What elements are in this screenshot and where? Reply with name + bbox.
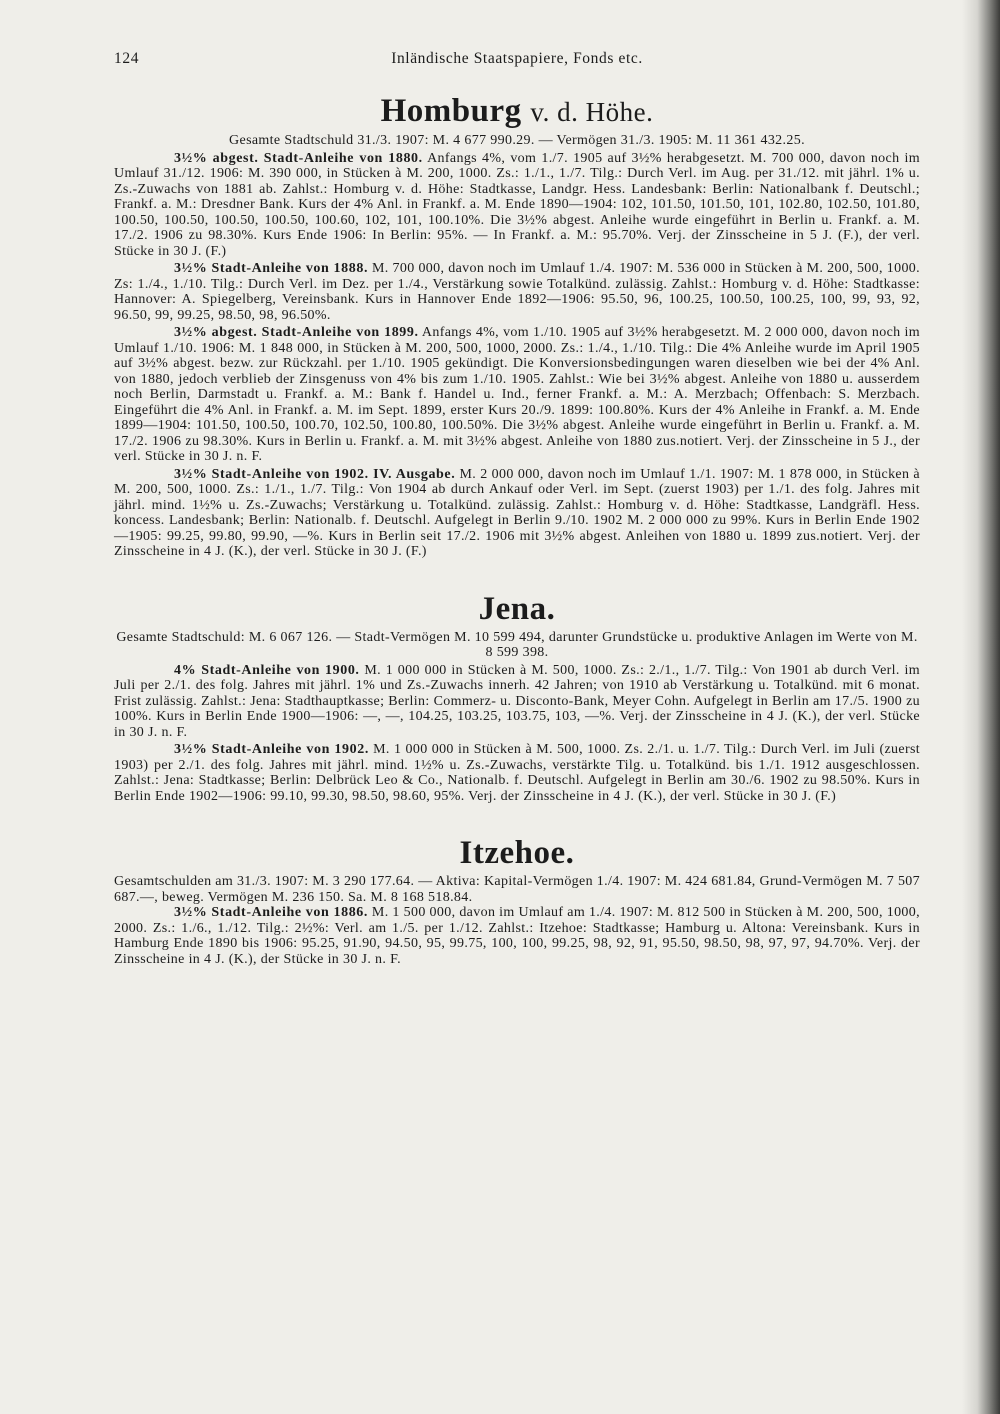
- city-name: Homburg: [380, 93, 522, 129]
- loan-title: 3½% Stadt-Anleihe von 1888.: [174, 261, 369, 276]
- loan-title: 3½% abgest. Stadt-Anleihe von 1880.: [174, 150, 423, 166]
- running-title: Inländische Staatspapiere, Fonds etc.: [391, 50, 643, 67]
- city-heading: [114, 834, 920, 872]
- page-content: [114, 50, 920, 967]
- section-jena: [114, 590, 920, 805]
- loan-entry: [114, 742, 920, 804]
- city-summary: Gesamte Stadtschuld 31./3. 1907: M. 4 677 990.29. — Vermögen 31./3. 1905: M. 11 361 432.25.: [229, 133, 805, 148]
- city-summary: Gesamtschulden am 31./3. 1907: M. 3 290 177.64. — Aktiva: Kapital-Vermögen 1./4. 1907: M. 424 681.84, Grund-Vermögen M. 7 507 687.—, beweg. Vermögen M. 236 150. Sa. M. 8 168 518.84.: [114, 874, 920, 905]
- loan-entry: [114, 905, 920, 967]
- loan-title: 3½% Stadt-Anleihe von 1886.: [174, 905, 369, 920]
- loan-text: Anfangs 4%, vom 1./10. 1905 auf 3½% herabgesetzt. M. 2 000 000, davon noch im Umlauf 1./10. 1906: M. 1 848 000, in Stücken à M. 200, 500, 1000, 2000. Zs.: 1./4., 1./10. Tilg.: Die 4% Anleihe wurde im April 1905 auf 3½% abgest. bezw. zur Rückzahl. per 1./10. 1905 gekündigt. Die Konversionsbedingungen waren dieselben wie bei der 4% Anl. von 1880, jedoch verblieb der Zinsgenuss von 4% bis zum 1./10. 1905. Zahlst.: Wie bei 3½% abgest. Anleihe von 1880 u. ausserdem noch Berlin, Darmstadt u. Frankf. a. M.: Bank f. Handel u. Ind., ferner Frankf. a. M.: A. Merzbach; Offenbach: S. Merzbach. Eingeführt die 4% Anl. in Frankf. a. M. im Sept. 1899, erster Kurs 20./9. 1899: 100.80%. Kurs der 4% Anleihe in Frankf. a. M. Ende 1899—1904: 101.50, 100.50, 100.70, 102.50, 100.80, 100.50%. Die 3½% abgest. Anleihe wurde eingeführt in Berlin u. Frankf. a. M. 17./2. 1906 zu 98.30%. Kurs in Berlin u. Frankf. a. M. mit 3½% abgest. Anleihe von 1880 zus.notiert. Verj. der Zinsscheine in 5 J., der verl. Stücke in 30 J. n. F.: [114, 325, 921, 464]
- loan-title: 4% Stadt-Anleihe von 1900.: [174, 662, 360, 678]
- loan-text: M. 1 000 000 in Stücken à M. 500, 1000. Zs. 2./1. u. 1./7. Tilg.: Durch Verl. im Juli (zuerst 1903) per 2./1. des folg. Jahres mit jährl. mind. 1½% u. Zs.-Zuwachs, verstärkte Tilg. u. Totalkünd. bis 1./1. 1912 ausgeschlossen. Zahlst.: Jena: Stadtkasse; Berlin: Delbrück Leo & Co., Nationalb. f. Deutschl. Aufgelegt in Berlin am 30./6. 1902 zu 98.50%. Kurs in Berlin Ende 1902—1906: 99.10, 99.30, 98.50, 98.60, 95%. Verj. der Zinsscheine in 4 J. (K.), der verl. Stücke in 30 J. (F.): [114, 742, 920, 804]
- loan-entry: [114, 151, 920, 260]
- section-itzehoe: [114, 834, 920, 967]
- section-homburg: [114, 92, 920, 560]
- page-number: 124: [114, 50, 140, 67]
- city-name: Jena.: [478, 590, 556, 627]
- city-suffix: v. d. Höhe.: [530, 97, 654, 127]
- loan-text: M. 1 500 000, davon im Umlauf am 1./4. 1907: M. 812 500 in Stücken à M. 200, 500, 1000, 2000. Zs.: 1./6., 1./12. Tilg.: 2½%: Verl. am 1./5. per 1./12. Zahlst.: Itzehoe: Stadtkasse; Hamburg u. Altona: Vereinsbank. Kurs in Hamburg Ende 1890 bis 1906: 95.25, 91.90, 94.50, 95, 99.75, 100, 100, 99.25, 98, 92, 91, 95.50, 98.50, 98, 97, 97, 94.70%. Verj. der Zinsscheine in 4 J. (K.), der Stücke in 30 J. n. F.: [114, 905, 920, 967]
- city-summary: Gesamte Stadtschuld: M. 6 067 126. — Stadt-Vermögen M. 10 599 494, darunter Grundstücke u. produktive Anlagen im Werte von M. 8 599 398.: [116, 629, 918, 660]
- city-name: Itzehoe.: [459, 835, 575, 871]
- loan-text: M. 1 000 000 in Stücken à M. 500, 1000. Zs.: 2./1., 1./7. Tilg.: Von 1901 ab durch Verl. im Juli per 2./1. des folg. Jahres mit jährl. 1% und Zs.-Zuwachs innerh. 42 Jahren; von 1910 ab Verstärkung u. Totalkünd. mit 6 monat. Frist zulässig. Zahlst.: Jena: Stadthauptkasse; Berlin: Commerz- u. Disconto-Bank, Meyer Cohn. Aufgelegt in Berlin am 17./5. 1900 zu 100%. Kurs in Berlin Ende 1900—1906: —, —, 104.25, 103.25, 103.75, 103, —%. Verj. der Zinsscheine in 4 J. (K.), der verl. Stücke in 30 J. n. F.: [114, 662, 921, 740]
- loan-text: Anfangs 4%, vom 1./7. 1905 auf 3½% herabgesetzt. M. 700 000, davon noch im Umlauf 31./12. 1906: M. 390 000, in Stücken à M. 200, 1000. Zs.: 1./1., 1./7. Tilg.: Durch Verl. im Aug. per 31./12. mit jährl. 1% u. Zs.-Zuwachs von 1881 ab. Zahlst.: Homburg v. d. Höhe: Stadtkasse, Landgr. Hess. Landesbank: Berlin: Nationalbank f. Deutschl.; Frankf. a. M.: Dresdner Bank. Kurs der 4% Anl. in Frankf. a. M. Ende 1890—1904: 102, 101.50, 101.50, 101, 102.80, 102.50, 101.80, 100.50, 100.50, 100.50, 100.50, 100.60, 102, 101, 100.10%. Die 3½% abgest. Anleihe wurde eingeführt in Berlin u. Frankf. a. M. 17./2. 1906 zu 98.30%. Kurs Ende 1906: In Berlin: 95%. — In Frankf. a. M.: 95.70%. Verj. der Zinsscheine in 5 J. (F.), der verl. Stücke in 30 J. (F.): [114, 150, 920, 259]
- city-heading: [114, 590, 920, 628]
- loan-entry: [114, 663, 920, 741]
- loan-entry: [114, 325, 920, 465]
- loan-title: 3½% Stadt-Anleihe von 1902.: [174, 742, 369, 757]
- loan-entry: [114, 261, 920, 323]
- loan-entry: [114, 467, 920, 560]
- loan-text: M. 2 000 000, davon noch im Umlauf 1./1. 1907: M. 1 878 000, in Stücken à M. 200, 500, 1000. Zs.: 1./1., 1./7. Tilg.: Von 1904 ab durch Ankauf oder Verl. im Sept. (zuerst 1903) per 1./1. des folg. Jahres mit jährl. mind. 1½% u. Zs.-Zuwachs; Verstärkung u. Totalkünd. zulässig. Zahlst.: Homburg v. d. Höhe: Stadtkasse, Landgräfl. Hess. koncess. Landesbank; Berlin: Nationalb. f. Deutschl. Aufgelegt in Berlin 9./10. 1902 M. 2 000 000 zu 99%. Kurs in Berlin Ende 1902—1905: 99.25, 99.80, 99.90, —%. Kurs in Berlin seit 17./2. 1906 mit 3½% abgest. Anleihen von 1880 u. 1899 zus.notiert. Verj. der Zinsscheine in 4 J. (K.), der verl. Stücke in 30 J. (F.): [114, 466, 920, 559]
- loan-title: 3½% abgest. Stadt-Anleihe von 1899.: [174, 325, 419, 340]
- loan-title: 3½% Stadt-Anleihe von 1902. IV. Ausgabe.: [174, 466, 456, 482]
- city-heading: [114, 92, 920, 131]
- running-head: [114, 50, 920, 78]
- loan-text: M. 700 000, davon noch im Umlauf 1./4. 1907: M. 536 000 in Stücken à M. 200, 500, 1000. Zs: 1./4., 1./10. Tilg.: Durch Verl. im Dez. per 1./4., Verstärkung sowie Totalkünd. zulässig. Zahlst.: Homburg v. d. Höhe: Stadtkasse: Hannover: A. Spiegelberg, Vereinsbank. Kurs in Hannover Ende 1892—1906: 95.50, 96, 100.25, 100.50, 100.25, 100, 99, 93, 92, 96.50, 99, 99.25, 98.50, 98, 96.50%.: [114, 261, 920, 323]
- page-binding-edge: [962, 0, 1000, 1414]
